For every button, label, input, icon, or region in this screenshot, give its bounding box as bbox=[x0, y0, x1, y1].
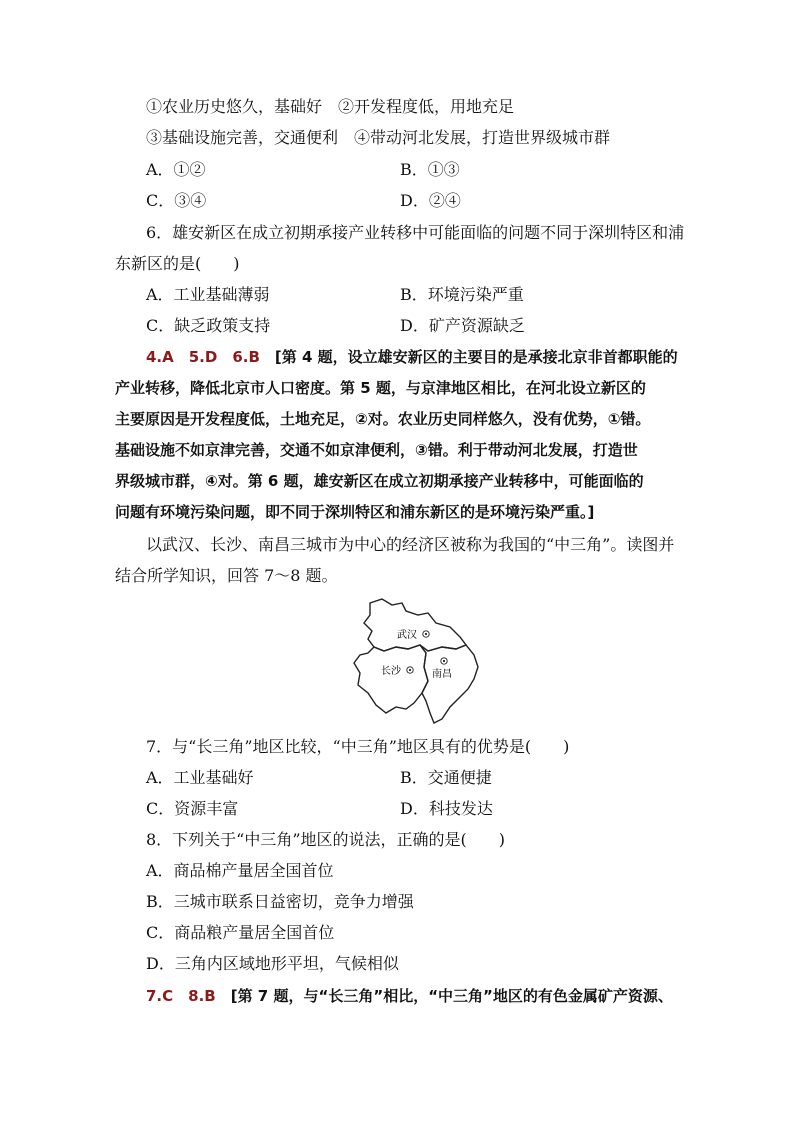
q8-stem: 8．下列关于“中三角”地区的说法，正确的是( ) bbox=[146, 830, 506, 849]
q5-option-d: D．②④ bbox=[400, 191, 461, 210]
wuhan-label: 武汉 bbox=[397, 630, 417, 641]
explanation-4-6-line3: 主要原因是开发程度低，土地充足，②对。农业历史同样悠久，没有优势，①错。 bbox=[115, 410, 651, 428]
q5-option-a: A．①② bbox=[146, 160, 206, 179]
nanchang-label: 南昌 bbox=[432, 669, 452, 680]
answer-4-6-line1 bbox=[146, 347, 678, 367]
explanation-4-6-line6: 问题有环境污染问题，即不同于深圳特区和浦东新区的是环境污染严重。] bbox=[115, 503, 595, 521]
hunan-region bbox=[354, 645, 428, 713]
q5-statements-row1: ①农业历史悠久，基础好 ②开发程度低，用地充足 bbox=[146, 97, 515, 116]
explanation-7-8-text1: [第 7 题，与“长三角”相比，“中三角”地区的有色金属矿产资源、 bbox=[230, 987, 673, 1005]
explanation-4-6-line5: 界级城市群，④对。第 6 题，雄安新区在成立初期承接产业转移中，可能面临的 bbox=[115, 472, 644, 490]
q7-option-d: D．科技发达 bbox=[400, 799, 493, 818]
q8-option-a: A．商品棉产量居全国首位 bbox=[146, 861, 334, 880]
central-triangle-map bbox=[350, 597, 490, 727]
q7-option-b: B．交通便捷 bbox=[400, 768, 492, 787]
answer-7-8-line1 bbox=[146, 986, 673, 1006]
intro-7-8-line2: 结合所学知识，回答 7～8 题。 bbox=[115, 566, 338, 585]
q7-option-c: C．资源丰富 bbox=[146, 799, 239, 818]
q8-option-d: D．三角内区域地形平坦，气候相似 bbox=[146, 954, 399, 973]
q8-option-b: B．三城市联系日益密切，竞争力增强 bbox=[146, 892, 414, 911]
q6-option-d: D．矿产资源缺乏 bbox=[400, 316, 525, 335]
q7-option-a: A．工业基础好 bbox=[146, 768, 254, 787]
hubei-region bbox=[364, 599, 466, 651]
q8-option-c: C．商品粮产量居全国首位 bbox=[146, 923, 335, 942]
q6-stem-line2: 东新区的是( ) bbox=[115, 254, 240, 273]
explanation-4-6-text1: [第 4 题，设立雄安新区的主要目的是承接北京非首都职能的 bbox=[274, 348, 678, 366]
answer-key-7-8: 7.C 8.B bbox=[146, 987, 216, 1005]
q6-option-c: C．缺乏政策支持 bbox=[146, 316, 271, 335]
q5-option-c: C．③④ bbox=[146, 191, 207, 210]
explanation-4-6-line2: 产业转移，降低北京市人口密度。第 5 题，与京津地区相比，在河北设立新区的 bbox=[115, 379, 646, 397]
intro-7-8-line1: 以武汉、长沙、南昌三城市为中心的经济区被称为我国的“中三角”。读图并 bbox=[146, 535, 675, 554]
changsha-label: 长沙 bbox=[381, 666, 401, 677]
q5-option-b: B．①③ bbox=[400, 160, 460, 179]
answer-key-4-6: 4.A 5.D 6.B bbox=[146, 348, 260, 366]
explanation-4-6-line4: 基础设施不如京津完善，交通不如京津便利，③错。利于带动河北发展，打造世 bbox=[115, 441, 638, 459]
q5-statements-row2: ③基础设施完善，交通便利 ④带动河北发展，打造世界级城市群 bbox=[146, 128, 611, 147]
jiangxi-region bbox=[420, 645, 478, 723]
q6-option-b: B．环境污染严重 bbox=[400, 285, 524, 304]
q6-option-a: A．工业基础薄弱 bbox=[146, 285, 270, 304]
q6-stem-line1: 6．雄安新区在成立初期承接产业转移中可能面临的问题不同于深圳特区和浦 bbox=[146, 223, 685, 242]
q7-stem: 7．与“长三角”地区比较，“中三角”地区具有的优势是( ) bbox=[146, 737, 570, 756]
